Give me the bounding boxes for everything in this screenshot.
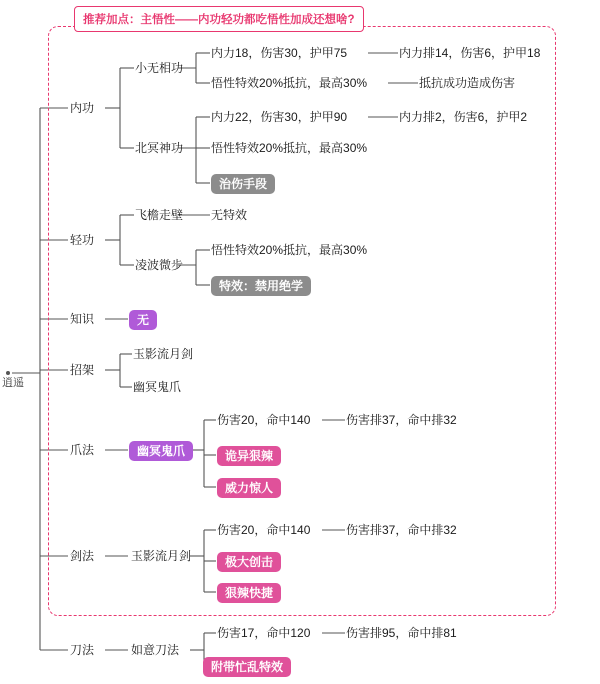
blade-rank: 伤害排95，命中排81 — [346, 626, 457, 640]
branch-zhishi[interactable]: 知识 — [70, 312, 95, 326]
skill-xiaowuxianggong[interactable]: 小无相功 — [135, 61, 184, 75]
sword-skill-name[interactable]: 玉影流月剑 — [131, 549, 192, 563]
sword-tag-2: 狠辣快捷 — [217, 583, 281, 603]
root-dot — [6, 371, 10, 375]
xiaowuxianggong-trait: 悟性特效20%抵抗，最高30% — [211, 76, 368, 90]
branch-zhaojia[interactable]: 招架 — [70, 363, 95, 377]
beimingshengong-rank: 内力排2，伤害6，护甲2 — [399, 110, 528, 124]
blade-stats: 伤害17，命中120 — [217, 626, 311, 640]
claw-rank: 伤害排37，命中排32 — [346, 413, 457, 427]
claw-tag-1: 诡异狠辣 — [217, 446, 281, 466]
parry-youming[interactable]: 幽冥鬼爪 — [133, 380, 182, 394]
blade-skill-name[interactable]: 如意刀法 — [131, 643, 180, 657]
skill-beimingshengong[interactable]: 北冥神功 — [135, 141, 184, 155]
branch-jianfa[interactable]: 剑法 — [70, 549, 95, 563]
feiyanzoubi-trait: 无特效 — [211, 208, 248, 222]
skill-feiyanzoubi[interactable]: 飞檐走壁 — [135, 208, 184, 222]
claw-stats: 伤害20，命中140 — [217, 413, 311, 427]
claw-skill-tag: 幽冥鬼爪 — [129, 441, 193, 461]
parry-yuying[interactable]: 玉影流月剑 — [133, 347, 194, 361]
lingbowwei-tag: 特效：禁用绝学 — [211, 276, 311, 296]
sword-tag-1: 极大创击 — [217, 552, 281, 572]
skill-lingbowwei[interactable]: 凌波微步 — [135, 258, 184, 272]
sword-rank: 伤害排37，命中排32 — [346, 523, 457, 537]
claw-tag-2: 威力惊人 — [217, 478, 281, 498]
beimingshengong-stats: 内力22，伤害30，护甲90 — [211, 110, 348, 124]
xiaowuxianggong-rank: 内力排14，伤害6，护甲18 — [399, 46, 541, 60]
sword-stats: 伤害20，命中140 — [217, 523, 311, 537]
blade-tag: 附带忙乱特效 — [203, 657, 291, 677]
zhishi-tag: 无 — [129, 310, 157, 330]
branch-neigong[interactable]: 内功 — [70, 101, 95, 115]
lingbowwei-trait: 悟性特效20%抵抗，最高30% — [211, 243, 368, 257]
xiaowuxianggong-trait-note: 抵抗成功造成伤害 — [419, 76, 516, 90]
beimingshengong-trait: 悟性特效20%抵抗，最高30% — [211, 141, 368, 155]
recommendation-banner: 推荐加点：主悟性——内功轻功都吃悟性加成还想啥? — [74, 6, 364, 32]
branch-zhuafa[interactable]: 爪法 — [70, 443, 95, 457]
xiaowuxianggong-stats: 内力18，伤害30，护甲75 — [211, 46, 348, 60]
branch-daofa[interactable]: 刀法 — [70, 643, 95, 657]
beimingshengong-tag: 治伤手段 — [211, 174, 275, 194]
branch-qinggong[interactable]: 轻功 — [70, 233, 95, 247]
root-node: 逍遥 — [2, 377, 24, 389]
